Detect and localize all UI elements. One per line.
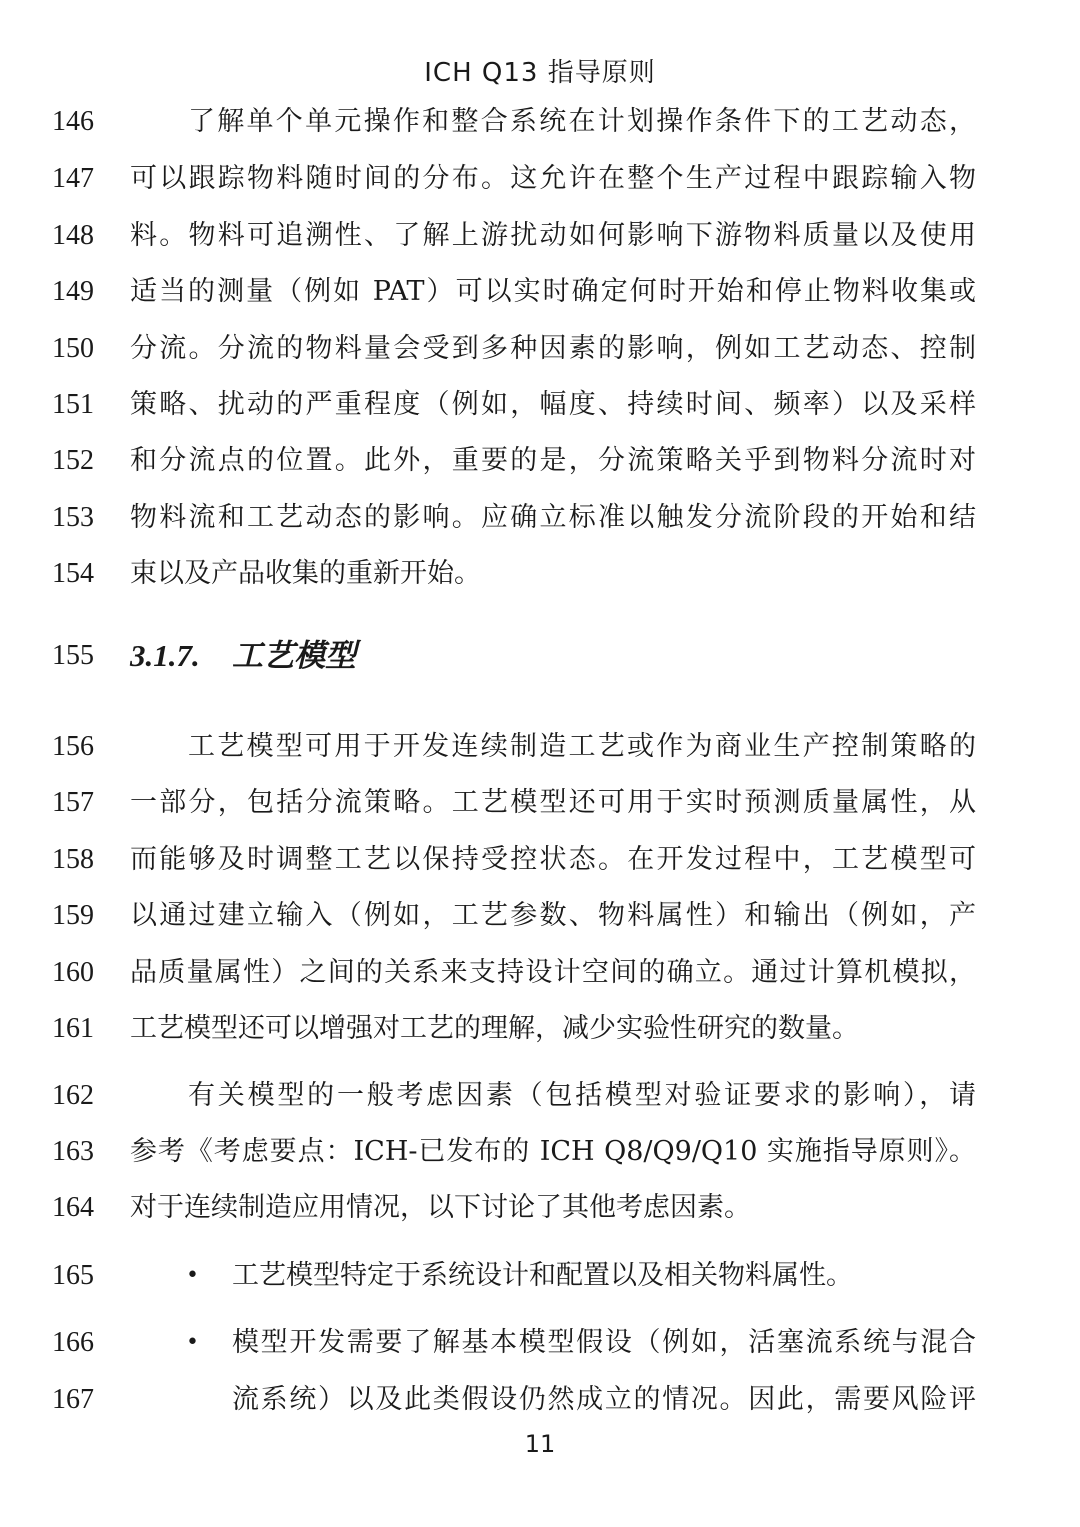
- line-text: 模型开发需要了解基本模型假设（例如，活塞流系统与混合: [232, 1327, 976, 1358]
- line-number: 151: [52, 389, 94, 420]
- line-number: 159: [52, 900, 94, 931]
- line-text: 料。物料可追溯性、了解上游扰动如何影响下游物料质量以及使用: [130, 220, 976, 251]
- line-text: 了解单个单元操作和整合系统在计划操作条件下的工艺动态，: [188, 106, 976, 137]
- page-header-title: ICH Q13 指导原则: [424, 58, 656, 88]
- text-line: [0, 554, 1080, 594]
- text-line: [0, 272, 1080, 312]
- line-number: 161: [52, 1013, 94, 1044]
- line-text: 品质量属性）之间的关系来支持设计空间的确立。通过计算机模拟，: [130, 957, 976, 988]
- line-number: 154: [52, 558, 94, 589]
- section-number: 3.1.7.: [130, 638, 200, 673]
- line-text: 一部分，包括分流策略。工艺模型还可用于实时预测质量属性，从: [130, 787, 976, 818]
- line-text: 工艺模型特定于系统设计和配置以及相关物料属性。: [232, 1260, 853, 1291]
- line-text: 有关模型的一般考虑因素（包括模型对验证要求的影响），请: [188, 1080, 976, 1111]
- line-number: 163: [52, 1136, 94, 1167]
- bullet-item: [0, 1256, 1080, 1296]
- text-line: [0, 1076, 1080, 1116]
- text-line: [0, 1009, 1080, 1049]
- text-line: [0, 953, 1080, 993]
- line-number: 152: [52, 445, 94, 476]
- line-text: 物料流和工艺动态的影响。应确立标准以触发分流阶段的开始和结: [130, 502, 976, 533]
- line-text: 可以跟踪物料随时间的分布。这允许在整个生产过程中跟踪输入物: [130, 163, 976, 194]
- line-text: 策略、扰动的严重程度（例如，幅度、持续时间、频率）以及采样: [130, 389, 976, 420]
- line-text: 工艺模型还可以增强对工艺的理解，减少实验性研究的数量。: [130, 1013, 859, 1044]
- line-number: 146: [52, 106, 94, 137]
- line-text: 束以及产品收集的重新开始。: [130, 558, 481, 589]
- text-line: [0, 1188, 1080, 1228]
- text-line: [0, 498, 1080, 538]
- bullet-symbol: •: [186, 1330, 199, 1355]
- line-number: 149: [52, 276, 94, 307]
- text-line: [0, 441, 1080, 481]
- line-text: 适当的测量（例如 PAT）可以实时确定何时开始和停止物料收集或: [130, 276, 976, 307]
- line-text: 以通过建立输入（例如，工艺参数、物料属性）和输出（例如，产: [130, 900, 976, 931]
- line-text: 对于连续制造应用情况，以下讨论了其他考虑因素。: [130, 1192, 751, 1223]
- line-number: 162: [52, 1080, 94, 1111]
- text-line: [0, 727, 1080, 767]
- text-line: [0, 329, 1080, 369]
- text-line: [0, 1380, 1080, 1420]
- line-number: 148: [52, 220, 94, 251]
- text-line: [0, 840, 1080, 880]
- text-line: [0, 783, 1080, 823]
- page-number: 11: [524, 1430, 556, 1458]
- text-line: [0, 159, 1080, 199]
- line-number: 155: [52, 640, 94, 671]
- line-number: 166: [52, 1327, 94, 1358]
- line-number: 150: [52, 333, 94, 364]
- line-number: 147: [52, 163, 94, 194]
- line-number: 160: [52, 957, 94, 988]
- line-text: 和分流点的位置。此外，重要的是，分流策略关乎到物料分流时对: [130, 445, 976, 476]
- text-line: [0, 385, 1080, 425]
- line-text: 工艺模型可用于开发连续制造工艺或作为商业生产控制策略的: [188, 731, 976, 762]
- line-number: 165: [52, 1260, 94, 1291]
- line-number: 158: [52, 844, 94, 875]
- line-number: 167: [52, 1384, 94, 1415]
- line-text: 而能够及时调整工艺以保持受控状态。在开发过程中，工艺模型可: [130, 844, 976, 875]
- section-heading: [0, 636, 1080, 676]
- section-title: 工艺模型: [232, 638, 356, 674]
- text-line: [0, 1132, 1080, 1172]
- line-text: 分流。分流的物料量会受到多种因素的影响，例如工艺动态、控制: [130, 333, 976, 364]
- line-number: 153: [52, 502, 94, 533]
- line-number: 164: [52, 1192, 94, 1223]
- bullet-symbol: •: [186, 1263, 199, 1288]
- text-line: [0, 216, 1080, 256]
- line-text: 参考《考虑要点：ICH-已发布的 ICH Q8/Q9/Q10 实施指导原则》。: [130, 1136, 976, 1167]
- line-number: 156: [52, 731, 94, 762]
- text-line: [0, 896, 1080, 936]
- bullet-item: [0, 1323, 1080, 1363]
- line-text: 流系统）以及此类假设仍然成立的情况。因此，需要风险评: [232, 1384, 976, 1415]
- line-number: 157: [52, 787, 94, 818]
- text-line: [0, 102, 1080, 142]
